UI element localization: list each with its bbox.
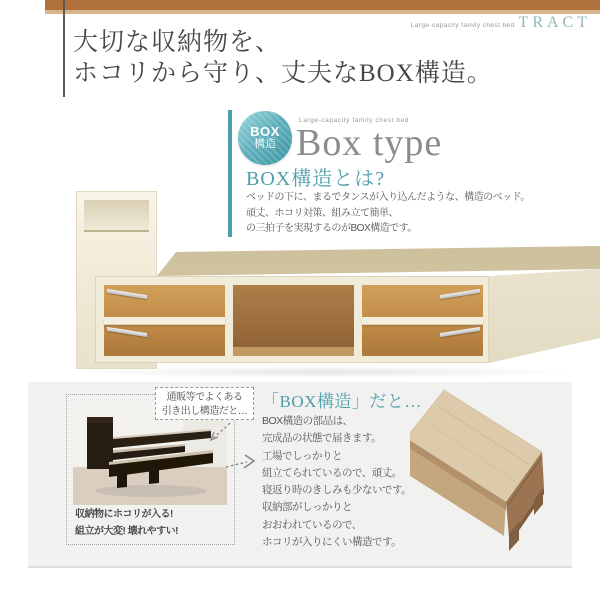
brand-logo: TRACT bbox=[518, 14, 591, 31]
hero-title bbox=[73, 27, 493, 89]
hero-vertical-rule bbox=[63, 0, 65, 97]
bad-caption-line: 組立が大変! 壊れやすい! bbox=[75, 525, 178, 537]
boxtype-tagline: Large-capacity family chest bed bbox=[299, 117, 410, 124]
good-body-line: 寝返り時のきしみも少ないです。 bbox=[262, 484, 412, 497]
bad-example-caption bbox=[75, 507, 178, 540]
compartment-shelf bbox=[104, 317, 225, 325]
storage-compartment-left bbox=[104, 285, 225, 356]
callout-line1: 通販等でよくある bbox=[166, 392, 243, 403]
compartment-shelf bbox=[362, 317, 483, 325]
intro-body-line: の三拍子を実現するのがBOX構造です。 bbox=[246, 223, 417, 234]
box-structure-badge bbox=[238, 111, 292, 165]
intro-body-line: 頑丈、ホコリ対策、組み立て簡単、 bbox=[246, 207, 398, 219]
drawer-bed-illustration bbox=[73, 405, 227, 505]
good-example-heading: 「BOX構造」だと… bbox=[262, 392, 422, 411]
hero-title-line1: 大切な収納物を、 bbox=[73, 29, 282, 56]
box-bed-illustration bbox=[0, 186, 600, 380]
drawer-rail bbox=[107, 289, 147, 299]
dotted-right-arrow-icon bbox=[225, 452, 259, 474]
drawer-rail bbox=[440, 327, 480, 337]
badge-text-top: BOX bbox=[250, 124, 280, 139]
top-accent-bar bbox=[45, 0, 600, 10]
good-body-line: 収納部がしっかりと bbox=[262, 501, 352, 514]
drawer-rail bbox=[440, 289, 480, 299]
callout-line2: 引き出し構造だと… bbox=[161, 406, 248, 417]
storage-compartment-right bbox=[362, 285, 483, 356]
hero-title-line2: ホコリから守り、丈夫なBOX構造。 bbox=[73, 60, 493, 87]
good-body-line: BOX構造の部品は、 bbox=[262, 415, 353, 427]
good-body-line: ホコリが入りにくい構造です。 bbox=[262, 536, 402, 549]
storage-compartment-middle bbox=[233, 285, 354, 356]
drawer-rail bbox=[107, 327, 147, 337]
bad-example-photo bbox=[73, 405, 227, 505]
callout-bubble bbox=[155, 387, 254, 420]
boxtype-title: Box type bbox=[296, 122, 443, 164]
bad-caption-line: 収納物にホコリが入る! bbox=[75, 509, 173, 520]
good-body-line: おおわれているので、 bbox=[262, 518, 362, 531]
good-body-line: 工場でしっかりと bbox=[262, 449, 342, 462]
compartment-floor bbox=[233, 347, 354, 356]
wood-box-unit-illustration bbox=[410, 388, 556, 560]
bed-storage-base bbox=[95, 276, 489, 363]
dashed-down-left-arrow-icon bbox=[206, 421, 232, 443]
good-body-line: 完成品の状態で届きます。 bbox=[262, 432, 382, 445]
brand-tagline: Large-capacity family chest bed bbox=[410, 22, 515, 29]
good-example-body bbox=[262, 413, 411, 551]
badge-text-bottom: 構造 bbox=[254, 138, 276, 150]
intro-body-line: ベッドの下に、まるでタンスが入り込んだような、構造のベッド。 bbox=[246, 192, 530, 203]
comparison-panel bbox=[28, 382, 572, 568]
intro-heading: BOX構造とは? bbox=[246, 168, 386, 190]
headboard-shelf-slot bbox=[84, 200, 149, 232]
good-body-line: 組立てられているので、頑丈。 bbox=[262, 466, 402, 479]
